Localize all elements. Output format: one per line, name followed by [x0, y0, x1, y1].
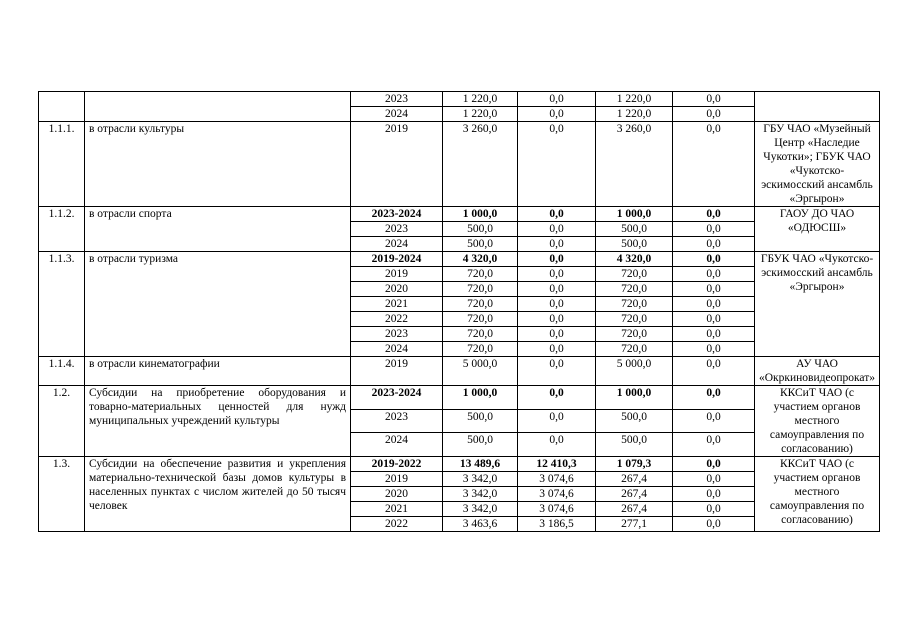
- year-cell: 2019-2022: [351, 457, 443, 472]
- total-cell: 500,0: [443, 222, 518, 237]
- table-row: [39, 357, 880, 386]
- total-cell: 3 342,0: [443, 472, 518, 487]
- year-cell: 2019: [351, 357, 443, 386]
- table-row: [39, 207, 880, 222]
- year-cell: 2022: [351, 312, 443, 327]
- federal-budget-cell: 0,0: [518, 386, 596, 410]
- federal-budget-cell: 0,0: [518, 327, 596, 342]
- local-budget-cell: 0,0: [673, 386, 755, 410]
- year-cell: 2024: [351, 237, 443, 252]
- year-cell: 2019: [351, 472, 443, 487]
- executor-cell: [755, 92, 880, 122]
- federal-budget-cell: 0,0: [518, 282, 596, 297]
- year-cell: 2021: [351, 502, 443, 517]
- table-row: [39, 122, 880, 207]
- local-budget-cell: 0,0: [673, 267, 755, 282]
- federal-budget-cell: 3 074,6: [518, 502, 596, 517]
- local-budget-cell: 0,0: [673, 433, 755, 457]
- budget-table: [38, 91, 880, 532]
- local-budget-cell: 0,0: [673, 457, 755, 472]
- district-budget-cell: 720,0: [596, 297, 673, 312]
- federal-budget-cell: 0,0: [518, 122, 596, 207]
- district-budget-cell: 500,0: [596, 433, 673, 457]
- year-cell: 2020: [351, 487, 443, 502]
- local-budget-cell: 0,0: [673, 237, 755, 252]
- year-cell: 2020: [351, 282, 443, 297]
- local-budget-cell: 0,0: [673, 409, 755, 433]
- local-budget-cell: 0,0: [673, 297, 755, 312]
- executor-cell: ГАОУ ДО ЧАО «ОДЮСШ»: [755, 207, 880, 252]
- total-cell: 3 463,6: [443, 517, 518, 532]
- total-cell: 1 220,0: [443, 107, 518, 122]
- item-name: в отрасли туризма: [85, 252, 351, 357]
- total-cell: 13 489,6: [443, 457, 518, 472]
- item-name: в отрасли кинематографии: [85, 357, 351, 386]
- item-number: 1.1.1.: [39, 122, 85, 207]
- total-cell: 500,0: [443, 237, 518, 252]
- district-budget-cell: 720,0: [596, 342, 673, 357]
- total-cell: 720,0: [443, 267, 518, 282]
- local-budget-cell: 0,0: [673, 327, 755, 342]
- executor-cell: ККСиТ ЧАО (с участием органов местного самоуправления по согласованию): [755, 386, 880, 457]
- local-budget-cell: 0,0: [673, 502, 755, 517]
- item-number: 1.1.2.: [39, 207, 85, 252]
- total-cell: 720,0: [443, 282, 518, 297]
- district-budget-cell: 500,0: [596, 409, 673, 433]
- district-budget-cell: 1 079,3: [596, 457, 673, 472]
- federal-budget-cell: 0,0: [518, 237, 596, 252]
- item-name: Субсидии на обеспечение развития и укрепления материально-технической базы домов культуры в населенных пунктах с числом жителей до 50 тысяч человек: [85, 457, 351, 532]
- year-cell: 2019-2024: [351, 252, 443, 267]
- local-budget-cell: 0,0: [673, 252, 755, 267]
- year-cell: 2023: [351, 92, 443, 107]
- federal-budget-cell: 0,0: [518, 222, 596, 237]
- district-budget-cell: 4 320,0: [596, 252, 673, 267]
- year-cell: 2024: [351, 342, 443, 357]
- district-budget-cell: 267,4: [596, 472, 673, 487]
- district-budget-cell: 1 000,0: [596, 386, 673, 410]
- total-cell: 3 342,0: [443, 502, 518, 517]
- district-budget-cell: 720,0: [596, 312, 673, 327]
- district-budget-cell: 277,1: [596, 517, 673, 532]
- federal-budget-cell: 0,0: [518, 252, 596, 267]
- district-budget-cell: 720,0: [596, 267, 673, 282]
- table-row: [39, 457, 880, 472]
- federal-budget-cell: 0,0: [518, 92, 596, 107]
- total-cell: 720,0: [443, 342, 518, 357]
- federal-budget-cell: 3 074,6: [518, 472, 596, 487]
- total-cell: 500,0: [443, 433, 518, 457]
- total-cell: 1 000,0: [443, 386, 518, 410]
- district-budget-cell: 500,0: [596, 222, 673, 237]
- local-budget-cell: 0,0: [673, 107, 755, 122]
- item-name: [85, 92, 351, 122]
- year-cell: 2024: [351, 107, 443, 122]
- item-number: 1.3.: [39, 457, 85, 532]
- total-cell: 500,0: [443, 409, 518, 433]
- federal-budget-cell: 0,0: [518, 409, 596, 433]
- local-budget-cell: 0,0: [673, 357, 755, 386]
- year-cell: 2023-2024: [351, 386, 443, 410]
- federal-budget-cell: 0,0: [518, 297, 596, 312]
- district-budget-cell: 267,4: [596, 487, 673, 502]
- executor-cell: АУ ЧАО «Окркиновидеопрокат»: [755, 357, 880, 386]
- table-row: [39, 386, 880, 410]
- item-number: 1.2.: [39, 386, 85, 457]
- local-budget-cell: 0,0: [673, 92, 755, 107]
- federal-budget-cell: 0,0: [518, 267, 596, 282]
- federal-budget-cell: 0,0: [518, 107, 596, 122]
- local-budget-cell: 0,0: [673, 472, 755, 487]
- year-cell: 2023-2024: [351, 207, 443, 222]
- year-cell: 2023: [351, 327, 443, 342]
- district-budget-cell: 720,0: [596, 327, 673, 342]
- year-cell: 2019: [351, 122, 443, 207]
- federal-budget-cell: 0,0: [518, 433, 596, 457]
- table-row: [39, 252, 880, 267]
- district-budget-cell: 5 000,0: [596, 357, 673, 386]
- district-budget-cell: 720,0: [596, 282, 673, 297]
- federal-budget-cell: 3 074,6: [518, 487, 596, 502]
- local-budget-cell: 0,0: [673, 122, 755, 207]
- total-cell: 720,0: [443, 312, 518, 327]
- executor-cell: ГБУК ЧАО «Чукотско-эскимосский ансамбль «Эргырон»: [755, 252, 880, 357]
- item-number: 1.1.4.: [39, 357, 85, 386]
- total-cell: 5 000,0: [443, 357, 518, 386]
- total-cell: 4 320,0: [443, 252, 518, 267]
- federal-budget-cell: 0,0: [518, 357, 596, 386]
- district-budget-cell: 1 220,0: [596, 92, 673, 107]
- local-budget-cell: 0,0: [673, 222, 755, 237]
- item-name: в отрасли культуры: [85, 122, 351, 207]
- item-name: Субсидии на приобретение оборудования и товарно-материальных ценностей для нужд муниципальных учреждений культуры: [85, 386, 351, 457]
- district-budget-cell: 1 220,0: [596, 107, 673, 122]
- local-budget-cell: 0,0: [673, 207, 755, 222]
- local-budget-cell: 0,0: [673, 312, 755, 327]
- federal-budget-cell: 0,0: [518, 342, 596, 357]
- year-cell: 2024: [351, 433, 443, 457]
- district-budget-cell: 500,0: [596, 237, 673, 252]
- federal-budget-cell: 3 186,5: [518, 517, 596, 532]
- year-cell: 2022: [351, 517, 443, 532]
- total-cell: 1 220,0: [443, 92, 518, 107]
- total-cell: 3 342,0: [443, 487, 518, 502]
- federal-budget-cell: 0,0: [518, 312, 596, 327]
- total-cell: 3 260,0: [443, 122, 518, 207]
- item-number: [39, 92, 85, 122]
- table-row: [39, 92, 880, 107]
- total-cell: 720,0: [443, 327, 518, 342]
- year-cell: 2023: [351, 222, 443, 237]
- year-cell: 2019: [351, 267, 443, 282]
- item-number: 1.1.3.: [39, 252, 85, 357]
- item-name: в отрасли спорта: [85, 207, 351, 252]
- federal-budget-cell: 12 410,3: [518, 457, 596, 472]
- district-budget-cell: 3 260,0: [596, 122, 673, 207]
- local-budget-cell: 0,0: [673, 282, 755, 297]
- total-cell: 1 000,0: [443, 207, 518, 222]
- district-budget-cell: 1 000,0: [596, 207, 673, 222]
- total-cell: 720,0: [443, 297, 518, 312]
- district-budget-cell: 267,4: [596, 502, 673, 517]
- local-budget-cell: 0,0: [673, 342, 755, 357]
- year-cell: 2021: [351, 297, 443, 312]
- executor-cell: ККСиТ ЧАО (с участием органов местного самоуправления по согласованию): [755, 457, 880, 532]
- executor-cell: ГБУ ЧАО «Музейный Центр «Наследие Чукотки»; ГБУК ЧАО «Чукотско-эскимосский ансамбль «Эргырон»: [755, 122, 880, 207]
- local-budget-cell: 0,0: [673, 487, 755, 502]
- local-budget-cell: 0,0: [673, 517, 755, 532]
- year-cell: 2023: [351, 409, 443, 433]
- federal-budget-cell: 0,0: [518, 207, 596, 222]
